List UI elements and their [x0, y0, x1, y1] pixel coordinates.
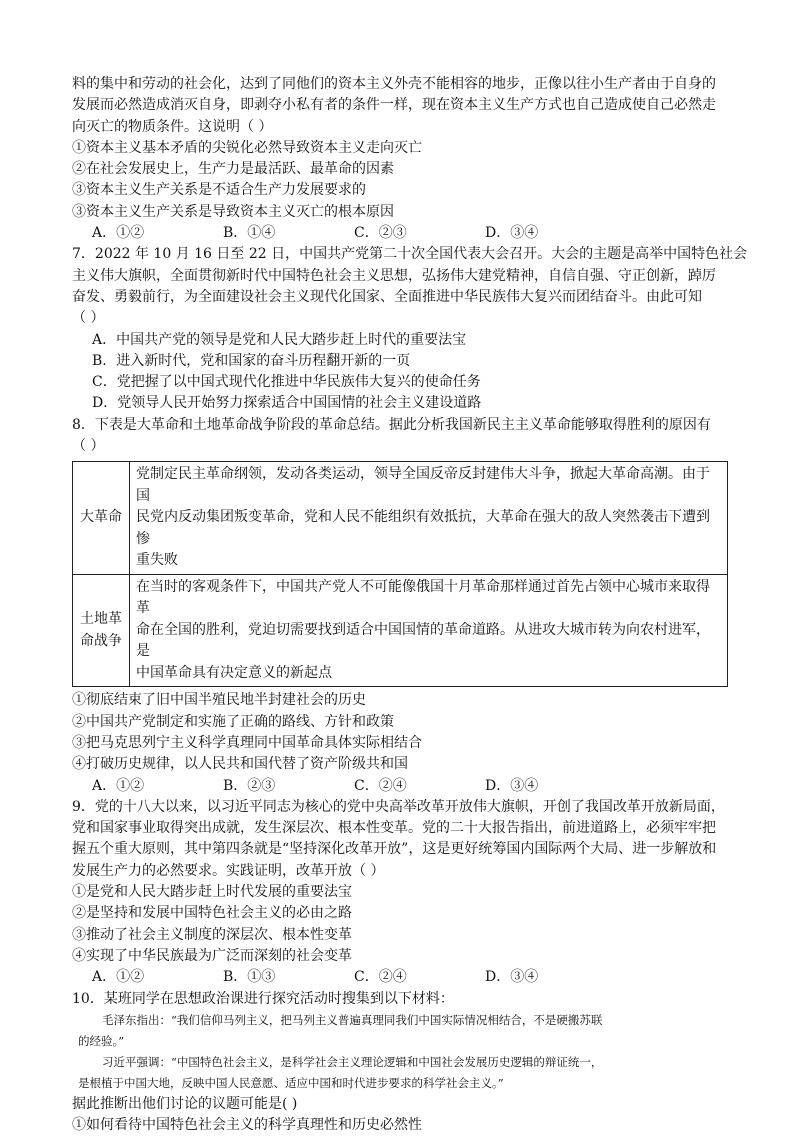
revolution-summary-table [72, 461, 728, 687]
q10-intro: 10．某班同学在思想政治课进行探究活动时搜集到以下材料： [72, 989, 732, 1010]
q6-statement: ③资本主义生产关系是不适合生产力发展要求的 [72, 180, 732, 201]
q10-question: 据此推断出他们讨论的议题可能是( ) [72, 1094, 732, 1115]
q9-option-d[interactable]: D．③④ [485, 967, 616, 988]
q6-options [72, 223, 732, 244]
table-content-cell [130, 462, 728, 575]
q6-option-b[interactable]: B．①④ [223, 223, 354, 244]
q8-option-c[interactable]: C．②④ [354, 776, 485, 797]
table-header-cell [73, 574, 130, 687]
q8-option-d[interactable]: D．③④ [485, 776, 616, 797]
cell-line: 民党内反动集团叛变革命，党和人民不能组织有效抵抗，大革命在强大的敌人突然袭击下遭到惨 [136, 507, 721, 550]
q8-stem-line: 8．下表是大革命和土地革命战争阶段的革命总结。据此分析我国新民主主义革命能够取得胜利的原因有 [72, 415, 732, 436]
question-6 [72, 74, 732, 244]
cell-line: 在当时的客观条件下，中国共产党人不可能像俄国十月革命那样通过首先占领中心城市来取得革 [136, 577, 721, 620]
q9-stem-line: 握五个重大原则，其中第四条就是“坚持深化改革开放”，这是更好统筹国内国际两个大局、进一步解放和 [72, 839, 732, 860]
q8-statement: ④打破历史规律，以人民共和国代替了资产阶级共和国 [72, 754, 732, 775]
q7-stem-line: 主义伟大旗帜，全面贯彻新时代中国特色社会主义思想，弘扬伟大建党精神，自信自强、守正创新，踔厉 [72, 266, 732, 287]
q9-option-a[interactable]: A．①② [92, 967, 223, 988]
question-7 [72, 244, 732, 414]
q9-statement: ①是党和人民大踏步赶上时代发展的重要法宝 [72, 882, 732, 903]
q9-options [72, 967, 732, 988]
q7-option-c[interactable]: C．党把握了以中国式现代化推进中华民族伟大复兴的使命任务 [72, 372, 732, 393]
q6-option-d[interactable]: D．③④ [485, 223, 616, 244]
exam-page [72, 74, 732, 1136]
q8-option-a[interactable]: A．①② [92, 776, 223, 797]
table-content-cell [130, 574, 728, 687]
question-9 [72, 797, 732, 989]
q6-stem-line: 向灭亡的物质条件。这说明（ ） [72, 117, 732, 138]
q9-stem-line: 党和国家事业取得突出成就，发生深层次、根本性变革。党的二十大报告指出，前进道路上，必须牢牢把 [72, 818, 732, 839]
table-header-cell: 大革命 [73, 462, 130, 575]
q8-statement: ③把马克思列宁主义科学真理同中国革命具体实际相结合 [72, 733, 732, 754]
table-row [73, 574, 728, 687]
q7-option-d[interactable]: D．党领导人民开始努力探索适合中国国情的社会主义建设道路 [72, 393, 732, 414]
header-line: 土地革 [78, 609, 124, 631]
q6-stem-line: 料的集中和劳动的社会化，达到了同他们的资本主义外壳不能相容的地步，正像以往小生产者由于自身的 [72, 74, 732, 95]
q8-statement: ②中国共产党制定和实施了正确的路线、方针和政策 [72, 712, 732, 733]
q9-statement: ③推动了社会主义制度的深层次、根本性变革 [72, 925, 732, 946]
q10-quote-xi: 习近平强调：“中国特色社会主义，是科学社会主义理论逻辑和中国社会发展历史逻辑的辩证统一， [72, 1052, 732, 1073]
q6-option-a[interactable]: A．①② [92, 223, 223, 244]
q10-quote-mao: 的经验。” [72, 1031, 732, 1052]
question-8 [72, 415, 732, 797]
q6-stem-line: 发展而必然造成消灭自身，即剥夺小私有者的条件一样，现在资本主义生产方式也自己造成使自己必然走 [72, 95, 732, 116]
q9-stem-line: 发展生产力的必然要求。实践证明，改革开放（ ） [72, 861, 732, 882]
q10-statement: ①如何看待中国特色社会主义的科学真理性和历史必然性 [72, 1115, 732, 1136]
q9-option-b[interactable]: B．①③ [223, 967, 354, 988]
q7-option-b[interactable]: B．进入新时代，党和国家的奋斗历程翻开新的一页 [72, 351, 732, 372]
cell-line: 命在全国的胜利，党迫切需要找到适合中国国情的革命道路。从进攻大城市转为向农村进军，是 [136, 620, 721, 663]
q7-stem-line: 奋发、勇毅前行，为全面建设社会主义现代化国家、全面推进中华民族伟大复兴而团结奋斗。由此可知 [72, 287, 732, 308]
q7-option-a[interactable]: A．中国共产党的领导是党和人民大踏步赶上时代的重要法宝 [72, 330, 732, 351]
q6-statement: ②在社会发展史上，生产力是最活跃、最革命的因素 [72, 159, 732, 180]
q8-options [72, 776, 732, 797]
table-row [73, 462, 728, 575]
cell-line: 党制定民主革命纲领，发动各类运动，领导全国反帝反封建伟大斗争，掀起大革命高潮。由于国 [136, 464, 721, 507]
header-line: 命战争 [78, 631, 124, 653]
q6-statement: ①资本主义基本矛盾的尖锐化必然导致资本主义走向灭亡 [72, 138, 732, 159]
q6-option-c[interactable]: C．②③ [354, 223, 485, 244]
q9-statement: ②是坚持和发展中国特色社会主义的必由之路 [72, 903, 732, 924]
cell-line: 重失败 [136, 550, 721, 572]
q6-statement: ③资本主义生产关系是导致资本主义灭亡的根本原因 [72, 202, 732, 223]
question-10 [72, 989, 732, 1136]
q9-stem-line: 9．党的十八大以来，以习近平同志为核心的党中央高举改革开放伟大旗帜，开创了我国改革开放新局面， [72, 797, 732, 818]
q8-option-b[interactable]: B．②③ [223, 776, 354, 797]
cell-line: 中国革命具有决定意义的新起点 [136, 663, 721, 685]
q8-statement: ①彻底结束了旧中国半殖民地半封建社会的历史 [72, 690, 732, 711]
q7-stem-line: （ ） [72, 308, 732, 329]
q9-option-c[interactable]: C．②④ [354, 967, 485, 988]
q7-stem-line: 7．2022 年 10 月 16 日至 22 日，中国共产党第二十次全国代表大会召开。大会的主题是高举中国特色社会 [72, 244, 732, 265]
q9-statement: ④实现了中华民族最为广泛而深刻的社会变革 [72, 946, 732, 967]
q10-quote-xi: 是根植于中国大地，反映中国人民意愿、适应中国和时代进步要求的科学社会主义。” [72, 1073, 732, 1094]
q10-quote-mao: 毛泽东指出：“我们信仰马列主义，把马列主义普遍真理同我们中国实际情况相结合，不是硬搬苏联 [72, 1010, 732, 1031]
q8-stem-line: （ ） [72, 436, 732, 457]
